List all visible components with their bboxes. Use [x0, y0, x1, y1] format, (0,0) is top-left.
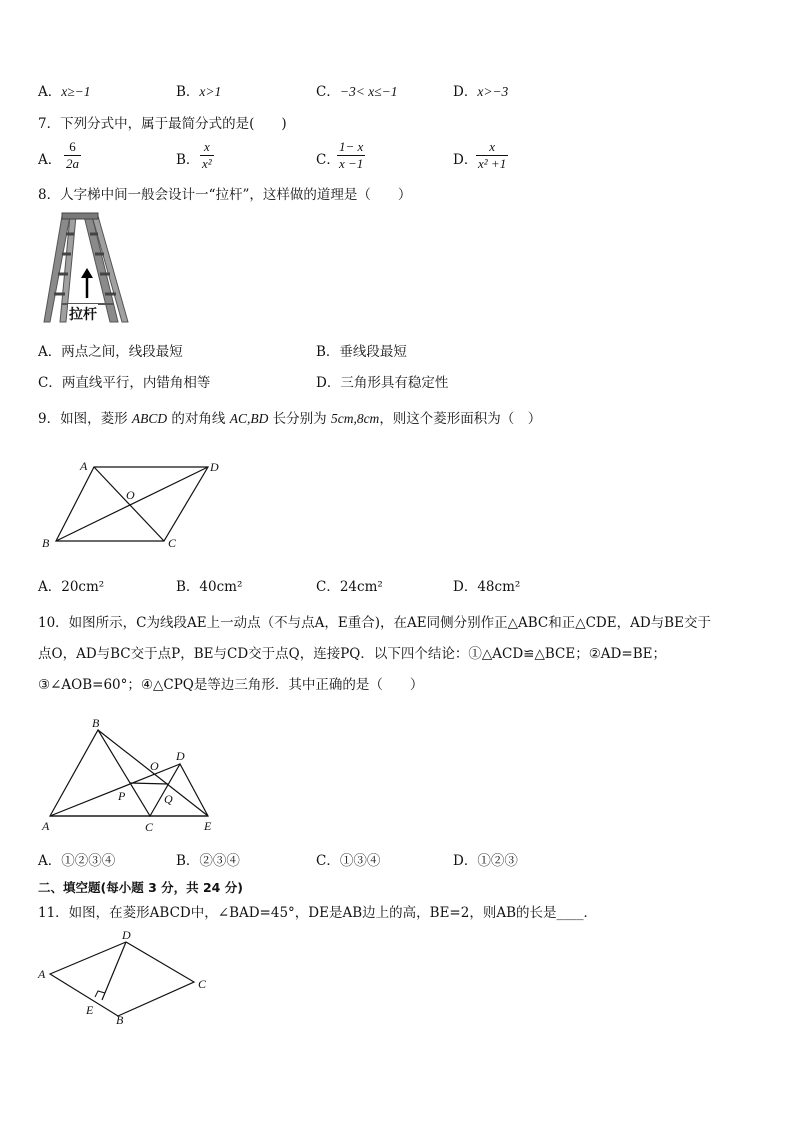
q7-b-numerator: x	[203, 139, 210, 154]
q9-option-d-label: D．	[453, 579, 478, 595]
q6-option-a-label: A．	[38, 84, 62, 100]
q7-option-c-label: C．	[316, 152, 340, 168]
q7-option-c-fraction	[337, 139, 365, 172]
q6-option-d-label: D．	[453, 84, 478, 100]
q6-option-c	[316, 83, 397, 101]
q10-label-c: C	[145, 820, 154, 834]
q9-stem-prefix: 9．如图，菱形	[38, 411, 132, 427]
q6-option-a-math: x≥−1	[61, 84, 91, 99]
q9-stem-suffix: ，则这个菱形面积为（ ）	[379, 411, 542, 427]
q10-label-e: E	[204, 819, 212, 833]
q9-stem-rhombus: ABCD	[131, 411, 168, 426]
q9-option-d-value: 48cm²	[477, 579, 521, 595]
q7-option-d-label: D．	[453, 152, 478, 168]
q11-label-a: A	[38, 967, 46, 981]
q9-option-a	[38, 578, 104, 596]
q7-option-a-fraction	[64, 139, 81, 172]
q10-stem-line3: ③∠AOB=60°；④△CPQ是等边三角形．其中正确的是（ ）	[38, 677, 424, 693]
q6-option-b	[176, 83, 221, 101]
q11-label-b: B	[116, 1013, 124, 1027]
q7-d-denominator: x² +1	[478, 156, 507, 171]
q7-c-denominator: x −1	[339, 156, 364, 171]
q11-label-e: E	[86, 1003, 94, 1017]
q9-option-a-value: 20cm²	[61, 579, 105, 595]
q9-stem	[38, 410, 541, 428]
q9-option-a-label: A．	[38, 579, 62, 595]
q8-option-a: A．两点之间，线段最短	[38, 344, 183, 360]
q9-option-d	[453, 578, 520, 596]
q9-stem-lengths: 5cm,8cm	[330, 411, 380, 426]
q7-stem: 7．下列分式中，属于最简分式的是( )	[38, 116, 287, 132]
q6-option-d	[453, 83, 508, 101]
q9-option-c-value: 24cm²	[339, 579, 383, 595]
q9-rhombus-figure	[36, 455, 226, 555]
q10-option-b: B．②③④	[176, 853, 240, 869]
q11-rhombus-figure	[32, 928, 222, 1028]
q7-c-numerator: 1− x	[339, 139, 364, 154]
q9-option-b-label: B．	[176, 579, 200, 595]
q9-stem-diagonals: AC,BD	[229, 411, 269, 426]
q7-a-denominator: 2a	[66, 156, 79, 171]
q11-label-d: D	[122, 928, 131, 942]
q7-b-denominator: x²	[202, 156, 212, 171]
q9-option-b	[176, 578, 242, 596]
q10-stem-line2: 点O，AD与BC交于点P，BE与CD交于点Q，连接PQ．以下四个结论：①△ACD≌△BCE；②AD=BE；	[38, 646, 666, 662]
q7-option-d-fraction	[476, 139, 508, 172]
q8-option-d: D．三角形具有稳定性	[316, 375, 449, 391]
q6-option-a	[38, 83, 91, 101]
q9-label-o: O	[126, 488, 135, 502]
q10-label-o: O	[150, 759, 159, 773]
q10-option-c: C．①③④	[316, 853, 381, 869]
q7-option-a-label: A．	[38, 152, 62, 168]
section-2-title: 二、填空题(每小题 3 分，共 24 分)	[38, 880, 243, 895]
q10-stem-line1: 10．如图所示，C为线段AE上一动点（不与点A，E重合)，在AE同侧分别作正△ABC和正△CDE，AD与BE交于	[38, 615, 711, 631]
q9-stem-mid: 的对角线	[167, 411, 230, 427]
q6-option-d-math: x>−3	[477, 84, 509, 99]
q6-option-b-label: B．	[176, 84, 200, 100]
q9-label-d: D	[210, 460, 219, 474]
q10-label-q: Q	[164, 792, 173, 806]
q6-option-c-math: −3< x≤−1	[339, 84, 398, 99]
q10-label-p: P	[118, 789, 126, 803]
q9-label-a: A	[80, 459, 88, 473]
q9-option-c	[316, 578, 383, 596]
q10-label-a: A	[42, 819, 50, 833]
q11-label-c: C	[198, 977, 207, 991]
q8-option-b: B．垂线段最短	[316, 344, 407, 360]
q11-stem: 11．如图，在菱形ABCD中，∠BAD=45°，DE是AB边上的高，BE=2，则AB的长是____．	[38, 905, 597, 921]
q10-label-d: D	[176, 749, 185, 763]
q7-a-numerator: 6	[69, 139, 76, 154]
q7-d-numerator: x	[489, 139, 495, 154]
q7-option-b-fraction	[200, 139, 214, 172]
q6-option-b-math: x>1	[199, 84, 222, 99]
ladder-image	[40, 212, 132, 328]
q9-stem-mid2: 长分别为	[268, 411, 331, 427]
q9-option-b-value: 40cm²	[199, 579, 243, 595]
q10-triangles-figure	[36, 712, 226, 837]
q9-option-c-label: C．	[316, 579, 340, 595]
q10-label-b: B	[92, 716, 100, 730]
q8-stem: 8．人字梯中间一般会设计一“拉杆”，这样做的道理是（ ）	[38, 187, 412, 203]
q9-label-c: C	[168, 536, 177, 550]
ladder-caption: 拉杆	[68, 304, 98, 324]
q7-option-b-label: B．	[176, 152, 200, 168]
q10-option-a: A．①②③④	[38, 853, 116, 869]
q8-option-c: C．两直线平行，内错角相等	[38, 375, 211, 391]
q6-option-c-label: C．	[316, 84, 340, 100]
q10-option-d: D．①②③	[453, 853, 518, 869]
q9-label-b: B	[42, 536, 50, 550]
